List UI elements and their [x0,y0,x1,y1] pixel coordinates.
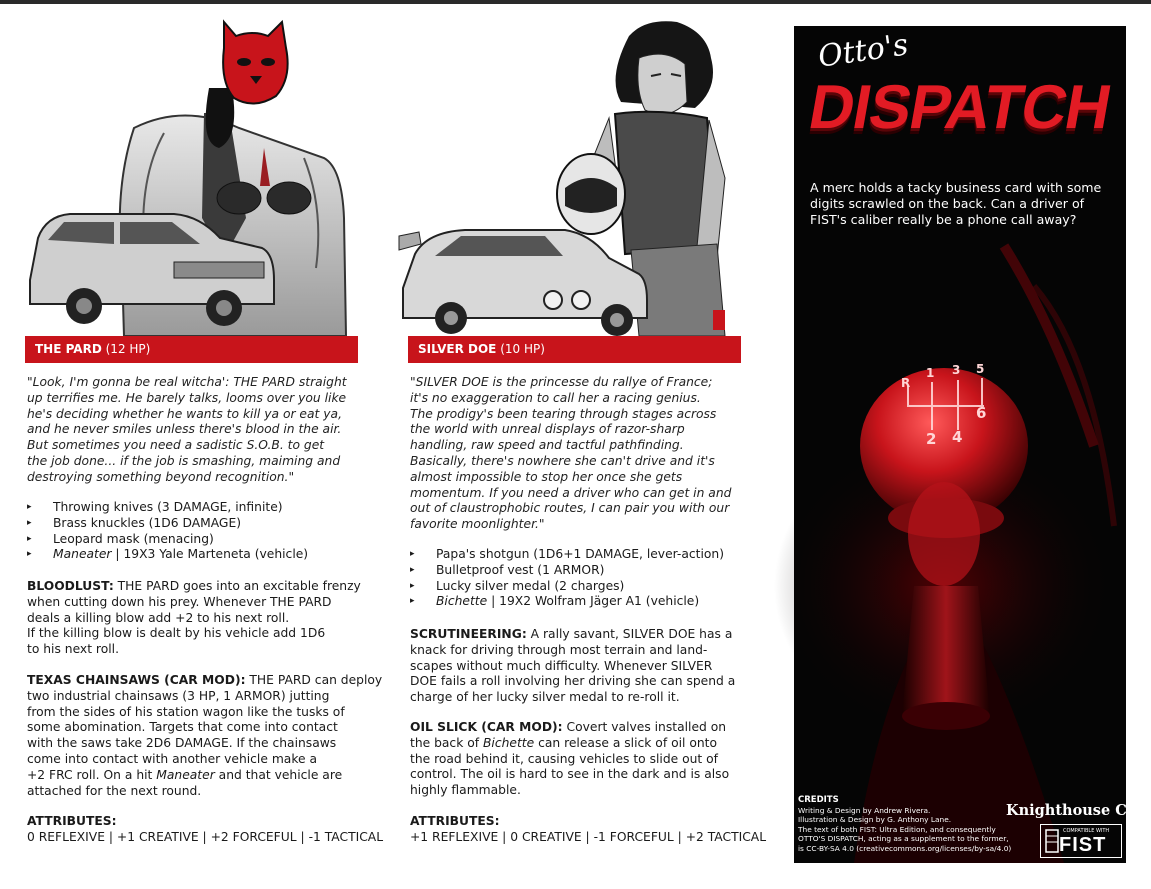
logo-title [803,72,1116,172]
shift-label: 1 [926,366,935,380]
pard-quote-line: the job done... if the job is smashing, maiming and [27,453,341,468]
list-item: ▸ Bichette | 19X2 Wolfram Jäger A1 (vehicle) [410,594,700,609]
doe-quote-line: almost impossible to stop her once she gets [410,469,683,484]
dispatch-cover-panel [794,26,1142,863]
shift-label: 2 [926,430,937,448]
item-text: Lucky silver medal (2 charges) [436,578,625,593]
pard-bloodlust [27,579,361,658]
shift-label: 3 [952,363,961,377]
silver-doe-scrutineering [410,627,735,706]
intro-line: digits scrawled on the back. Can a driver of [810,196,1085,212]
doe-quote-line: it's no exaggeration to call her a racing genius. [410,390,701,405]
doe-quote-line: "SILVER DOE is the princesse du rallye of France; [410,375,713,389]
item-text: Brass knuckles (1D6 DAMAGE) [53,515,242,530]
item-text: | 19X3 Yale Marteneta (vehicle) [111,547,309,562]
ability-text: the back of [410,735,483,750]
pard-name: THE PARD [35,342,102,356]
ability-text: THE PARD goes into an excitable frenzy [113,579,361,593]
ability-text: deals a killing blow add +2 to his next roll. [27,610,290,625]
logo-title-text: DISPATCH [803,73,1116,142]
intro-line: FIST's caliber really be a phone call away? [810,212,1077,228]
list-item: ▸ Papa's shotgun (1D6+1 DAMAGE, lever-action) [410,547,724,561]
ability-title: TEXAS CHAINSAWS (CAR MOD): [27,673,246,687]
pard-illustration [24,18,360,336]
ability-text: scapes without much difficulty. Whenever SILVER [410,658,713,673]
ability-text: charge of her lucky silver medal to re-roll it. [410,690,680,705]
ability-text: come into contact with another vehicle make a [27,751,318,766]
list-item: ▸ Lucky silver medal (2 charges) [410,578,625,593]
ability-title: OIL SLICK (CAR MOD): [410,720,563,734]
pard-quote-line: and he never smiles unless there's blood in the air. [27,422,342,437]
compat-small-text: COMPATIBLE WITH [1063,828,1110,834]
list-item: ▸ Bulletproof vest (1 ARMOR) [410,562,605,577]
silver-doe-oil-slick [410,720,729,799]
vehicle-name: Bichette [436,594,488,609]
pard-hp: (12 HP) [105,342,151,356]
ability-text: when cutting down his prey. Whenever THE PARD [27,594,332,609]
silver-doe-name: SILVER DOE [418,342,497,356]
doe-quote-line: handling, raw speed and tactful pathfinding. [410,438,684,453]
ability-text: DOE fails a roll involving her driving she can spend a [410,674,736,689]
pard-quote-line: "Look, I'm gonna be real witcha': THE PARD straight [27,375,347,389]
shift-label: R [901,376,911,390]
ability-title: SCRUTINEERING: [410,627,527,641]
ability-text: with the saws take 2D6 DAMAGE. If the chainsaws [27,736,337,751]
item-text: Leopard mask (menacing) [53,531,214,546]
ability-text: Covert valves installed on [562,720,727,734]
list-item: ▸ Leopard mask (menacing) [27,531,214,546]
credits-heading: CREDITS [798,795,839,805]
publisher-logo: Knighthouse Co. [1006,802,1142,819]
pard-quote-line: But sometimes you need a sadistic S.O.B. to get [27,438,325,453]
silver-doe-name-bar [408,336,741,363]
doe-quote-line: favorite moonlighter." [410,517,545,532]
shift-label: 4 [952,428,963,446]
list-item: ▸ Brass knuckles (1D6 DAMAGE) [27,515,242,530]
credits-line: The text of both FIST: Ultra Edition, and consequently [798,824,996,834]
ability-title: BLOODLUST: [27,579,114,593]
doe-quote-line: the world with unreal displays of razor-sharp [410,422,685,437]
ability-text: knack for driving through most terrain and land- [410,642,708,657]
list-item: ▸ Maneater | 19X3 Yale Marteneta (vehicle) [27,547,309,562]
doe-quote-line: momentum. If you need a driver who can get in and [410,485,732,500]
ability-text: highly flammable. [410,783,521,798]
ability-text: A rally savant, SILVER DOE has a [526,627,733,641]
intro-text [810,180,1101,229]
pard-quote-line: he's deciding whether he wants to kill ya or eat ya, [27,406,342,421]
shift-label: 5 [976,362,985,376]
shift-label: 6 [976,404,987,422]
attributes-title: ATTRIBUTES: [27,814,117,828]
ability-text: attached for the next round. [27,783,202,798]
ability-text: control. The oil is hard to see in the dark and is also [410,767,730,782]
attributes-values: +1 REFLEXIVE | 0 CREATIVE | -1 FORCEFUL | +2 TACTICAL [410,829,767,844]
item-text: Throwing knives (3 DAMAGE, infinite) [53,500,283,514]
pard-chainsaws [27,673,382,799]
silver-doe-item-list [410,547,724,610]
compat-big-text: FIST [1059,834,1107,856]
intro-line: A merc holds a tacky business card with some [810,180,1102,195]
credits [798,796,1011,854]
ability-text: some abomination. Targets that come into contact [27,720,338,735]
list-item: ▸ Throwing knives (3 DAMAGE, infinite) [27,500,283,514]
silver-doe-illustration [395,18,745,336]
credits-line: OTTO'S DISPATCH, acting as a supplement to the former, [798,834,1009,844]
ability-text: and that vehicle are [214,767,343,782]
ability-text: +2 FRC roll. On a hit [27,767,157,782]
logo-script: Otto's [816,27,911,75]
pard-name-bar [25,336,358,363]
ability-text: two industrial chainsaws (3 HP, 1 ARMOR) jutting [27,688,330,703]
pard-item-list [27,500,308,563]
pard-quote-line: up terrifies me. He barely talks, looms over you like [27,390,347,405]
pard-quote [27,375,347,486]
credits-line: Illustration & Design by G. Anthony Lane. [798,815,952,825]
doe-quote-line: The prodigy's been tearing through stages across [410,406,717,421]
credits-line: Writing & Design by Andrew Rivera. [798,805,931,815]
ability-text: from the sides of his station wagon like the tusks of [27,704,345,719]
pard-quote-line: destroying something beyond recognition." [27,469,295,484]
fist-compatible-badge [1040,824,1122,858]
item-text: | 19X2 Wolfram Jäger A1 (vehicle) [487,594,700,609]
ability-text: can release a slick of oil onto [534,735,717,750]
vehicle-name: Maneater [53,547,112,562]
top-border [0,0,1151,4]
ability-text: THE PARD can deploy [245,673,383,687]
attributes-values: 0 REFLEXIVE | +1 CREATIVE | +2 FORCEFUL | -1 TACTICAL [27,829,384,844]
credits-line: is CC-BY-SA 4.0 (creativecommons.org/licenses/by-sa/4.0) [798,843,1012,853]
vehicle-name: Bichette [482,735,535,750]
ability-text: the road behind it, causing vehicles to slide out of [410,751,718,766]
silver-doe-quote [410,375,731,533]
item-text: Papa's shotgun (1D6+1 DAMAGE, lever-action) [436,547,724,561]
ability-text: to his next roll. [27,642,119,657]
vehicle-name: Maneater [156,767,215,782]
doe-quote-line: Basically, there's nowhere she can't drive and it's [410,453,715,468]
silver-doe-hp: (10 HP) [500,342,545,356]
pard-attributes [27,814,383,846]
silver-doe-attributes [410,814,766,846]
item-text: Bulletproof vest (1 ARMOR) [436,562,605,577]
attributes-title: ATTRIBUTES: [410,814,500,828]
doe-quote-line: out of claustrophobic routes, I can pair you with our [410,501,730,516]
ability-text: If the killing blow is dealt by his vehicle add 1D6 [27,626,326,641]
